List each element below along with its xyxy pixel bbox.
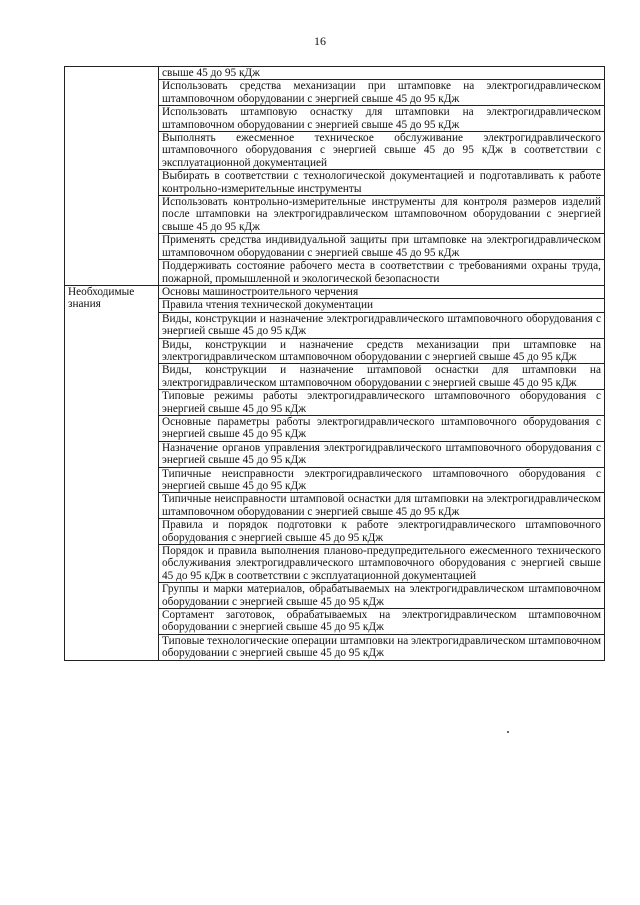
requirement-item: Использовать средства механизации при штамповке на электрогидравлическом штамповочном оборудовании с энергией свыше 45 до 95 кДж [159, 80, 605, 106]
requirement-item: Назначение органов управления электрогидравлического штамповочного оборудования с энергией свыше 45 до 95 кДж [159, 441, 605, 467]
requirement-item: Выполнять ежесменное техническое обслуживание электрогидравлического штамповочного оборудования с энергией свыше 45 до 95 кДж в соответствии с эксплуатационной документацией [159, 132, 605, 170]
requirement-item: Группы и марки материалов, обрабатываемых на электрогидравлическом штамповочном оборудовании с энергией свыше 45 до 95 кДж [159, 583, 605, 609]
requirements-table [64, 66, 605, 661]
table-row [65, 67, 605, 80]
requirement-item: Виды, конструкции и назначение электрогидравлического штамповочного оборудования с энергией свыше 45 до 95 кДж [159, 312, 605, 338]
requirement-item: Типичные неисправности штамповой оснастки для штамповки на электрогидравлическом штамповочном оборудовании с энергией свыше 45 до 95 кДж [159, 493, 605, 519]
requirement-item: Типовые технологические операции штамповки на электрогидравлическом штамповочном оборудовании с энергией свыше 45 до 95 кДж [159, 634, 605, 660]
requirement-item: Основные параметры работы электрогидравлического штамповочного оборудования с энергией свыше 45 до 95 кДж [159, 415, 605, 441]
requirement-item: Основы машиностроительного черчения [159, 285, 605, 298]
scan-speck [507, 731, 509, 733]
requirement-item: Виды, конструкции и назначение штамповой оснастки для штамповки на электрогидравлическом штамповочном оборудовании с энергией свыше 45 до 95 кДж [159, 364, 605, 390]
requirement-item: Виды, конструкции и назначение средств механизации при штамповке на электрогидравлическом штамповочном оборудовании с энергией свыше 45 до 95 кДж [159, 338, 605, 364]
requirements-table-body [65, 67, 605, 661]
requirement-item: Порядок и правила выполнения планово-предупредительного ежесменного технического обслуживания электрогидравлического штамповочного оборудования с энергией свыше 45 до 95 кДж в соответствии с эксплуатационной документацией [159, 545, 605, 583]
section-label [65, 67, 159, 286]
requirement-item: Сортамент заготовок, обрабатываемых на электрогидравлическом штамповочном оборудовании с энергией свыше 45 до 95 кДж [159, 609, 605, 635]
requirement-item: Выбирать в соответствии с технологической документацией и подготавливать к работе контрольно-измерительные инструменты [159, 170, 605, 196]
requirement-item: Правила чтения технической документации [159, 299, 605, 312]
requirement-item: Типовые режимы работы электрогидравлического штамповочного оборудования с энергией свыше 45 до 95 кДж [159, 390, 605, 416]
requirement-item: Использовать контрольно-измерительные инструменты для контроля размеров изделий после штамповки на электрогидравлическом штамповочном оборудовании с энергией свыше 45 до 95 кДж [159, 196, 605, 234]
requirement-item: Правила и порядок подготовки к работе электрогидравлического штамповочного оборудования с энергией свыше 45 до 95 кДж [159, 519, 605, 545]
requirement-item: свыше 45 до 95 кДж [159, 67, 605, 80]
table-row [65, 285, 605, 298]
requirement-item: Поддерживать состояние рабочего места в соответствии с требованиями охраны труда, пожарной, промышленной и экологической безопасности [159, 260, 605, 286]
requirement-item: Применять средства индивидуальной защиты при штамповке на электрогидравлическом штамповочном оборудовании с энергией свыше 45 до 95 кДж [159, 234, 605, 260]
page-number: 16 [314, 34, 326, 48]
requirement-item: Типичные неисправности электрогидравлического штамповочного оборудования с энергией свыше 45 до 95 кДж [159, 467, 605, 493]
requirement-item: Использовать штамповую оснастку для штамповки на электрогидравлическом штамповочном оборудовании с энергией свыше 45 до 95 кДж [159, 106, 605, 132]
section-label: Необходимые знания [65, 285, 159, 660]
